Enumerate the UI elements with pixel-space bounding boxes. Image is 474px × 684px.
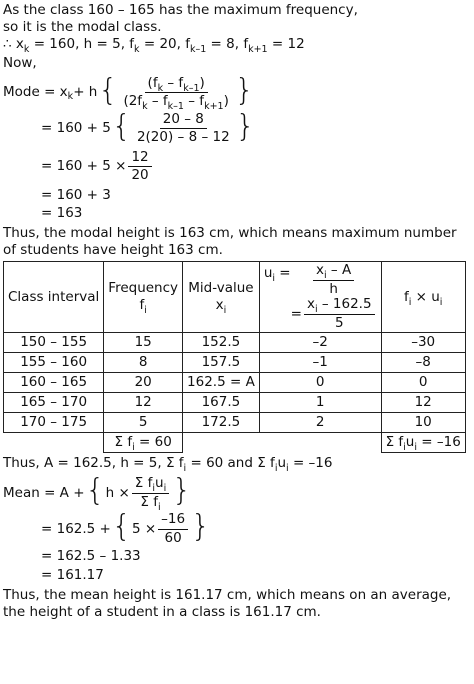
param-fkm1: = 8, f xyxy=(206,35,249,52)
header-class-interval: Class interval xyxy=(4,262,104,333)
fu-cell: 10 xyxy=(381,413,465,433)
header-fu: $f_i \times u_i$ xyxy=(381,262,465,333)
class-interval-cell: 165 – 170 xyxy=(4,393,104,413)
sub-k: k xyxy=(23,43,30,55)
table-row xyxy=(4,413,466,433)
mean-step-1: = 162.5 + { 5 × $\frac{-16}{60}$ } xyxy=(41,509,211,546)
fu-cell: 0 xyxy=(381,373,465,393)
fu-cell: –30 xyxy=(381,333,465,353)
midvalue-cell: 152.5 xyxy=(183,333,260,353)
class-interval-cell: 170 – 175 xyxy=(4,413,104,433)
frequency-cell: 8 xyxy=(104,353,183,373)
frequency-cell: 5 xyxy=(104,413,183,433)
table-sum-row xyxy=(4,433,466,453)
mode-plus-h: + h xyxy=(73,84,98,101)
frequency-cell: 12 xyxy=(104,393,183,413)
class-interval-cell: 160 – 165 xyxy=(4,373,104,393)
modal-conclusion-line-2: of students have height 163 cm. xyxy=(3,242,223,259)
table-header-row xyxy=(4,262,466,333)
param-fk: = 20, f xyxy=(139,35,190,52)
u-cell: –1 xyxy=(259,353,381,373)
mode-step-3: = 160 + 3 xyxy=(41,186,111,203)
table-row xyxy=(4,353,466,373)
class-interval-cell: 155 – 160 xyxy=(4,353,104,373)
now-label: Now, xyxy=(3,54,37,71)
mode-step-2: = 160 + 5 × $\frac{12}{20}$ xyxy=(3,150,471,184)
mean-step-3: = 161.17 xyxy=(41,566,104,583)
table-row xyxy=(4,373,466,393)
table-body xyxy=(4,333,466,433)
midvalue-cell: 157.5 xyxy=(183,353,260,373)
class-interval-cell: 150 – 155 xyxy=(4,333,104,353)
mean-formula: Mean = A + { h × $\frac{\Sigma f_iu_i}{\Sigma f_i}$ } xyxy=(3,473,192,513)
u-cell: 0 xyxy=(259,373,381,393)
parameters-line: ∴ $x_k = 160$, h = 5, $f_k = 20$, $f_{k-1} = 8$, $f_{k+1} = 12$ xyxy=(3,35,305,55)
mode-step-1: = 160 + 5 { $\frac{20 - 8}{2(20) - 8 - 12}$ } xyxy=(41,108,255,146)
header-midvalue: Mid-value $x_i$ xyxy=(183,262,260,333)
intro-line-2: so it is the modal class. xyxy=(3,18,162,35)
midvalue-cell: 172.5 xyxy=(183,413,260,433)
u-cell: –2 xyxy=(259,333,381,353)
frequency-cell: 15 xyxy=(104,333,183,353)
sum-fu-cell: Σ $f_iu_i = -16$ xyxy=(381,433,465,453)
intro-line-1: As the class 160 – 165 has the maximum frequency, xyxy=(3,2,358,18)
table-row xyxy=(4,333,466,353)
mode-fraction: $\frac{(f_k - f_{k-1})}{(2f_k - f_{k-1} - f_{k+1})}$ xyxy=(123,74,229,113)
mean-conclusion-line-2: the height of a student in a class is 161.17 cm. xyxy=(3,603,321,620)
mean-label: Mean = A + xyxy=(3,484,85,501)
param-xk: = 160, h = 5, f xyxy=(29,35,135,52)
u-cell: 1 xyxy=(259,393,381,413)
sub-kp1: k+1 xyxy=(248,43,268,55)
header-frequency: Frequency $f_i$ xyxy=(104,262,183,333)
mean-step-2: = 162.5 – 1.33 xyxy=(41,548,141,565)
mode-step-4: = 163 xyxy=(41,205,83,222)
mode-label: Mode = x xyxy=(3,84,68,101)
mode-formula: Mode = x k + h { $\frac{(f_k - f_{k-1})}{(2f_k - f_{k-1} - f_{k+1})}$ } xyxy=(3,72,254,113)
header-u: $u_i$ = $\frac{x_i - A}{h}$ = $\frac{x_i - 162.5}{5}$ xyxy=(259,262,381,333)
therefore-symbol: ∴ xyxy=(3,35,12,52)
frequency-cell: 20 xyxy=(104,373,183,393)
solution-document xyxy=(3,2,471,621)
mean-conclusion-line-1: Thus, the mean height is 161.17 cm, which means on an average, xyxy=(3,586,452,603)
sum-frequency-cell: Σ $f_i = 60$ xyxy=(104,433,183,453)
midvalue-cell: 167.5 xyxy=(183,393,260,413)
param-fkp1: = 12 xyxy=(267,35,305,52)
fu-cell: –8 xyxy=(381,353,465,373)
u-cell: 2 xyxy=(259,413,381,433)
fu-cell: 12 xyxy=(381,393,465,413)
frequency-table xyxy=(3,261,466,453)
summary-line: Thus, A = 162.5, h = 5, Σ $f_i = 60$ and Σ $f_iu_i = -16$ xyxy=(3,455,333,475)
table-row xyxy=(4,393,466,413)
sub-km1: k–1 xyxy=(189,43,207,55)
sub-k: k xyxy=(134,43,140,55)
midvalue-cell: 162.5 = A xyxy=(183,373,260,393)
modal-conclusion-line-1: Thus, the modal height is 163 cm, which means maximum number xyxy=(3,225,457,242)
